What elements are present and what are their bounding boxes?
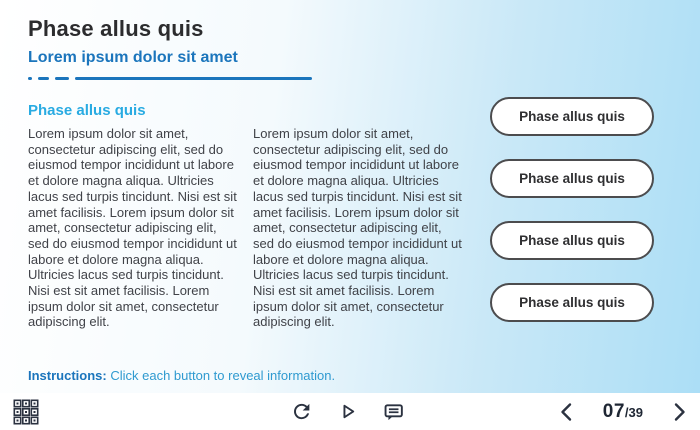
replay-button[interactable] [290, 400, 313, 423]
menu-button[interactable] [13, 399, 39, 425]
divider-dash [38, 77, 49, 80]
page-counter [603, 401, 643, 423]
reveal-button-2[interactable]: Phase allus quis [490, 159, 654, 198]
play-icon [336, 400, 359, 423]
title-divider [28, 77, 312, 80]
player-nav-group [556, 393, 690, 430]
section-heading: Phase allus quis [28, 102, 146, 119]
player-center-group [290, 393, 405, 430]
slide-header [28, 16, 312, 80]
next-button[interactable] [668, 401, 690, 423]
page-current: 07 [602, 400, 625, 422]
paragraph: Lorem ipsum dolor sit amet, consectetur adipiscing elit, sed do eiusmod tempor incididunt ut labore et dolore magna aliqua. Ultricies lacus sed turpis tincidunt. Nisi est sit amet facilisis. Lorem ipsum dolor sit amet, consectetur adipiscing elit, sed do eiusmod tempor incididunt ut labore et dolore magna aliqua. Ultricies lacus sed turpis tincidunt. Nisi est sit amet facilisis. Lorem ipsum dolor sit amet, consectetur adipiscing elit. [28, 126, 237, 330]
instructions-label: Instructions: [28, 368, 107, 383]
reveal-button-4[interactable]: Phase allus quis [490, 283, 654, 322]
paragraph: Lorem ipsum dolor sit amet, consectetur adipiscing elit, sed do eiusmod tempor incididunt ut labore et dolore magna aliqua. Ultricies lacus sed turpis tincidunt. Nisi est sit amet facilisis. Lorem ipsum dolor sit amet, consectetur adipiscing elit, sed do eiusmod tempor incididunt ut labore et dolore magna aliqua. Ultricies lacus sed turpis tincidunt. Nisi est sit amet facilisis. Lorem ipsum dolor sit amet, consectetur adipiscing elit. [253, 126, 462, 330]
page-subtitle: Lorem ipsum dolor sit amet [28, 49, 238, 66]
previous-button[interactable] [556, 401, 578, 423]
chevron-right-icon [668, 401, 690, 423]
divider-dot [28, 77, 32, 80]
text-column-1 [28, 126, 238, 330]
divider-line [75, 77, 312, 80]
play-button[interactable] [336, 400, 359, 423]
reveal-button-3[interactable]: Phase allus quis [490, 221, 654, 260]
player-bar [0, 393, 700, 430]
page-title: Phase allus quis [28, 16, 204, 41]
reveal-button-1[interactable]: Phase allus quis [490, 97, 654, 136]
chevron-left-icon [556, 401, 578, 423]
notes-button[interactable] [382, 400, 405, 423]
instructions [28, 368, 335, 383]
player-left-group [13, 393, 39, 430]
replay-icon [290, 400, 313, 423]
instructions-text: Click each button to reveal information. [106, 368, 336, 383]
reveal-buttons [490, 97, 654, 322]
divider-dash [55, 77, 69, 80]
page-total: /39 [624, 404, 643, 420]
text-column-2 [253, 126, 463, 330]
grid-menu-icon [13, 399, 39, 425]
chat-icon [382, 400, 405, 423]
